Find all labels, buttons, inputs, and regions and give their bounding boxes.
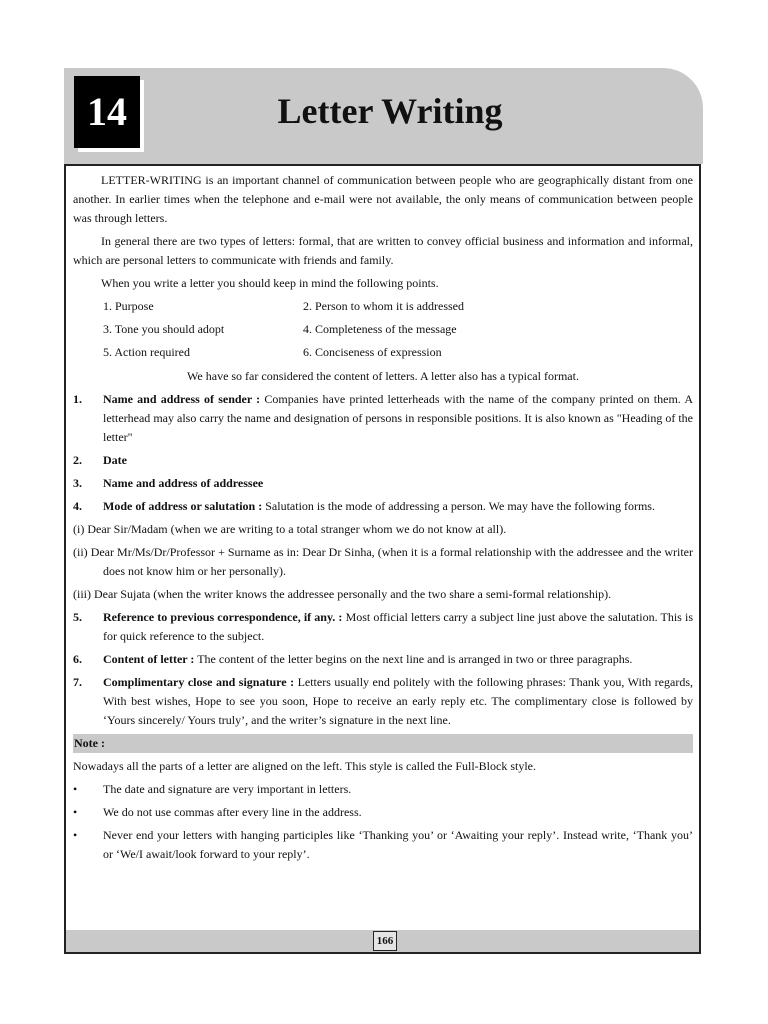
note-text: Nowadays all the parts of a letter are aligned on the left. This style is called the Full-Block style. bbox=[73, 759, 536, 773]
point-item: 4. Completeness of the message bbox=[303, 322, 457, 336]
item-number: 7. bbox=[73, 675, 82, 689]
item-text: The content of the letter begins on the next line and is arranged in two or three paragraphs. bbox=[194, 652, 633, 666]
list-item bbox=[73, 497, 693, 516]
bullet-icon: • bbox=[73, 828, 78, 842]
content-body bbox=[73, 171, 693, 868]
item-heading: Complimentary close and signature : bbox=[103, 675, 295, 689]
item-heading: Date bbox=[103, 453, 127, 467]
item-text: Letters usually end politely with the following phrases: Thank you, With regards, With best wishes, Hope to see you soon, Hope to receive an early reply etc. The complimentary close is followed by ‘Yours sincerely/ Yours truly’, and the writer’s signature in the next line. bbox=[103, 675, 693, 727]
list-item bbox=[73, 650, 693, 669]
point-item: 3. Tone you should adopt bbox=[103, 322, 225, 336]
item-number: 5. bbox=[73, 610, 82, 624]
item-number: 6. bbox=[73, 652, 82, 666]
list-item bbox=[73, 451, 693, 470]
chapter-title: Letter Writing bbox=[277, 91, 503, 131]
bullet-item bbox=[73, 780, 693, 799]
content-frame bbox=[64, 164, 701, 954]
salutation-form: (i) Dear Sir/Madam (when we are writing to a total stranger whom we do not know at all). bbox=[73, 522, 507, 536]
item-number: 4. bbox=[73, 499, 82, 513]
list-item bbox=[73, 474, 693, 493]
point-item: 5. Action required bbox=[103, 345, 190, 359]
format-line: We have so far considered the content of letters. A letter also has a typical format. bbox=[187, 369, 579, 383]
intro-paragraph-1: LETTER-WRITING is an important channel of communication between people who are geographically distant from one another. In earlier times when the telephone and e-mail were not available, the only means of communication between people was through letters. bbox=[73, 173, 693, 225]
point-item: 1. Purpose bbox=[103, 299, 154, 313]
list-item bbox=[73, 673, 693, 730]
point-item: 2. Person to whom it is addressed bbox=[303, 299, 464, 313]
item-heading: Name and address of addressee bbox=[103, 476, 264, 490]
item-heading: Content of letter : bbox=[103, 652, 195, 666]
bullet-text: The date and signature are very important in letters. bbox=[103, 782, 352, 796]
item-text: Most official letters carry a subject line just above the salutation. This is for quick reference to the subject. bbox=[103, 610, 693, 643]
bullet-text: We do not use commas after every line in the address. bbox=[103, 805, 362, 819]
points-list bbox=[103, 297, 693, 362]
salutation-form: (iii) Dear Sujata (when the writer knows the addressee personally and the two share a semi-formal relationship). bbox=[73, 587, 612, 601]
point-item: 6. Conciseness of expression bbox=[303, 345, 442, 359]
bullet-item bbox=[73, 826, 693, 864]
list-item bbox=[73, 390, 693, 447]
bullet-item bbox=[73, 803, 693, 822]
item-text: Salutation is the mode of addressing a person. We may have the following forms. bbox=[262, 499, 655, 513]
bullet-icon: • bbox=[73, 805, 78, 819]
intro-paragraph-2: In general there are two types of letters: formal, that are written to convey official business and information and informal, which are personal letters to communicate with friends and family. bbox=[73, 234, 693, 267]
item-heading: Mode of address or salutation : bbox=[103, 499, 263, 513]
salutation-form: (ii) Dear Mr/Ms/Dr/Professor + Surname as in: Dear Dr Sinha, (when it is a formal relationship with the addressee and the writer does not know him or her personally). bbox=[73, 545, 693, 578]
item-heading: Name and address of sender : bbox=[103, 392, 261, 406]
chapter-number-box bbox=[74, 76, 140, 148]
footer-band bbox=[66, 930, 699, 952]
item-number: 3. bbox=[73, 476, 82, 490]
note-heading: Note : bbox=[73, 734, 693, 753]
item-text: Companies have printed letterheads with the name of the company printed on them. A letterhead may also carry the name and designation of persons in responsible positions. It is also known as "Heading of the letter" bbox=[103, 392, 693, 444]
bullet-text: Never end your letters with hanging participles like ‘Thanking you’ or ‘Awaiting your reply’. Instead write, ‘Thank you’ or ‘We/I await/look forward to your reply’. bbox=[103, 828, 693, 861]
item-heading: Reference to previous correspondence, if any. : bbox=[103, 610, 343, 624]
item-number: 2. bbox=[73, 453, 82, 467]
intro-paragraph-3: When you write a letter you should keep in mind the following points. bbox=[101, 276, 439, 290]
list-item bbox=[73, 608, 693, 646]
bullet-icon: • bbox=[73, 782, 78, 796]
chapter-number: 14 bbox=[87, 89, 127, 134]
item-number: 1. bbox=[73, 392, 82, 406]
page-number: 166 bbox=[373, 931, 397, 951]
